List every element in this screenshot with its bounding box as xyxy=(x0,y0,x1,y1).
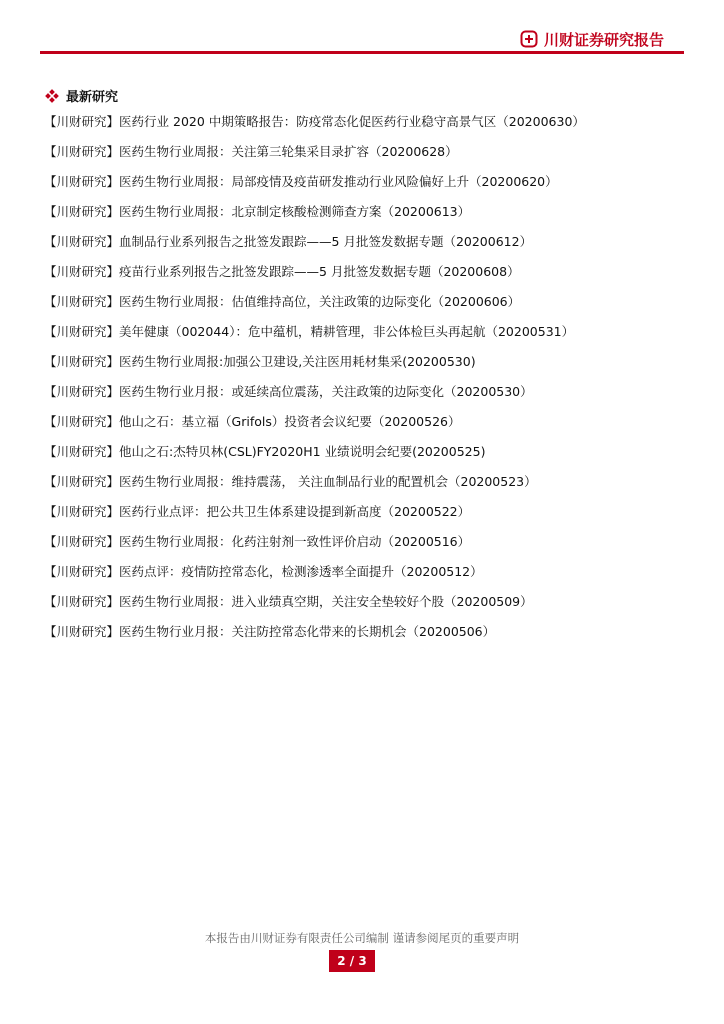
report-tag: 【川财研究】 xyxy=(44,564,120,579)
report-item xyxy=(44,560,684,584)
report-item xyxy=(44,590,684,614)
report-item xyxy=(44,350,684,374)
report-list xyxy=(44,110,684,650)
report-title: 医药生物行业周报：关注第三轮集采目录扩容（20200628） xyxy=(119,144,458,159)
report-title: 医药生物行业周报：估值维持高位，关注政策的边际变化（20200606） xyxy=(119,294,521,309)
report-item xyxy=(44,410,684,434)
report-title: 医药生物行业月报：关注防控常态化带来的长期机会（20200506） xyxy=(119,624,496,639)
report-item xyxy=(44,110,684,134)
report-item xyxy=(44,230,684,254)
report-tag: 【川财研究】 xyxy=(44,384,120,399)
report-title: 疫苗行业系列报告之批签发跟踪——5 月批签发数据专题（20200608） xyxy=(119,264,520,279)
report-item xyxy=(44,170,684,194)
report-tag: 【川财研究】 xyxy=(44,324,120,339)
report-item xyxy=(44,200,684,224)
page-number-badge: 2 / 3 xyxy=(329,950,375,972)
report-tag: 【川财研究】 xyxy=(44,114,120,129)
page-header xyxy=(0,0,724,60)
report-tag: 【川财研究】 xyxy=(44,624,120,639)
disclaimer-note: 本报告由川财证券有限责任公司编制 谨请参阅尾页的重要声明 xyxy=(204,931,520,945)
report-tag: 【川财研究】 xyxy=(44,354,120,369)
report-tag: 【川财研究】 xyxy=(44,294,120,309)
report-item xyxy=(44,140,684,164)
report-title: 他山之石：基立福（Grifols）投资者会议纪要（20200526） xyxy=(119,414,461,429)
report-item xyxy=(44,290,684,314)
report-title: 医药生物行业周报:加强公卫建设,关注医用耗材集采(20200530) xyxy=(119,354,476,369)
report-title: 医药生物行业月报：或延续高位震荡，关注政策的边际变化（20200530） xyxy=(119,384,533,399)
report-item xyxy=(44,530,684,554)
report-tag: 【川财研究】 xyxy=(44,474,120,489)
brand xyxy=(520,28,664,50)
report-tag: 【川财研究】 xyxy=(44,204,120,219)
report-item xyxy=(44,440,684,464)
report-tag: 【川财研究】 xyxy=(44,444,120,459)
report-item xyxy=(44,320,684,344)
report-tag: 【川财研究】 xyxy=(44,144,120,159)
section-title xyxy=(46,86,118,105)
report-item xyxy=(44,500,684,524)
report-title: 美年健康（002044）：危中蕴机，精耕管理，非公体检巨头再起航（20200531） xyxy=(119,324,575,339)
report-title: 医药生物行业周报：维持震荡， 关注血制品行业的配置机会（20200523） xyxy=(119,474,537,489)
header-divider xyxy=(40,51,684,54)
report-tag: 【川财研究】 xyxy=(44,234,120,249)
report-title: 医药行业点评：把公共卫生体系建设提到新高度（20200522） xyxy=(119,504,471,519)
report-tag: 【川财研究】 xyxy=(44,174,120,189)
report-item xyxy=(44,620,684,644)
report-item xyxy=(44,260,684,284)
report-tag: 【川财研究】 xyxy=(44,264,120,279)
chuancai-logo-icon xyxy=(520,30,538,48)
report-tag: 【川财研究】 xyxy=(44,414,120,429)
report-item xyxy=(44,380,684,404)
report-title: 医药点评：疫情防控常态化，检测渗透率全面提升（20200512） xyxy=(119,564,483,579)
report-tag: 【川财研究】 xyxy=(44,594,120,609)
report-item xyxy=(44,470,684,494)
report-title: 医药生物行业周报：进入业绩真空期，关注安全垫较好个股（20200509） xyxy=(119,594,533,609)
report-title: 医药行业 2020 中期策略报告：防疫常态化促医药行业稳守高景气区（20200630） xyxy=(119,114,585,129)
report-title: 医药生物行业周报：化药注射剂一致性评价启动（20200516） xyxy=(119,534,471,549)
report-title: 医药生物行业周报：局部疫情及疫苗研发推动行业风险偏好上升（20200620） xyxy=(119,174,558,189)
report-tag: 【川财研究】 xyxy=(44,504,120,519)
brand-name: 川财证券研究报告 xyxy=(543,30,664,49)
report-tag: 【川财研究】 xyxy=(44,534,120,549)
diamond-bullet-icon xyxy=(46,90,58,102)
section-title-text: 最新研究 xyxy=(66,90,119,105)
report-title: 医药生物行业周报：北京制定核酸检测筛查方案（20200613） xyxy=(119,204,471,219)
report-title: 他山之石:杰特贝林(CSL)FY2020H1 业绩说明会纪要(20200525) xyxy=(119,444,486,459)
report-title: 血制品行业系列报告之批签发跟踪——5 月批签发数据专题（20200612） xyxy=(119,234,533,249)
